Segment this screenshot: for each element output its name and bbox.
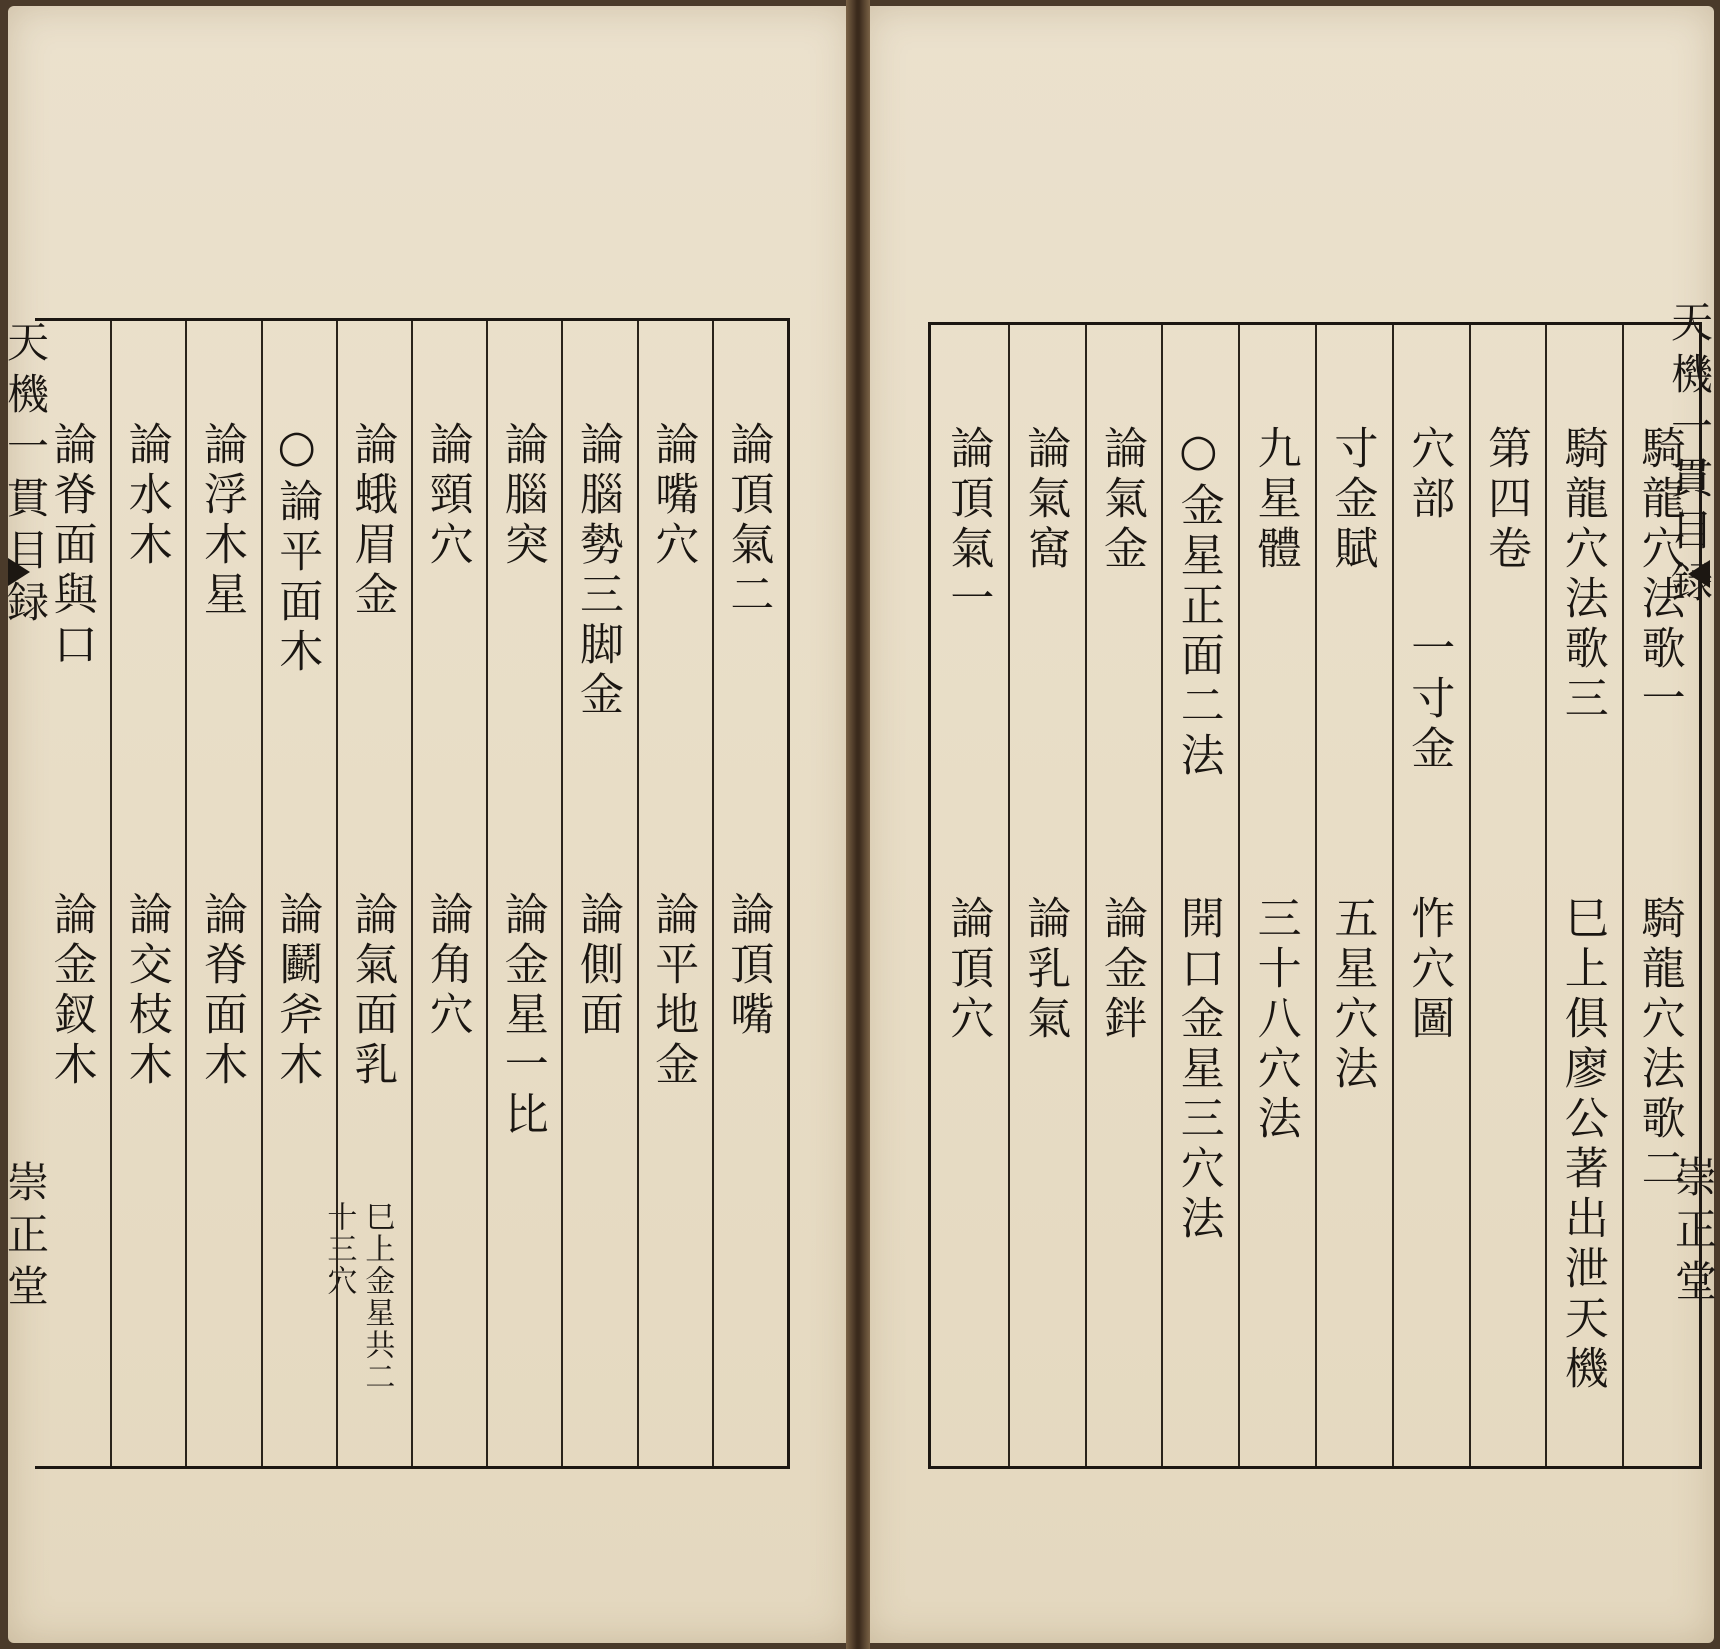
left-entry-bottom: 論金釵木 xyxy=(45,891,97,1091)
right-entry-bottom: 論頂穴 xyxy=(942,895,994,1045)
left-margin-title: 天機一貫目録 xyxy=(1,320,50,632)
right-entry-top: 論頂氣一 xyxy=(942,425,994,625)
left-entry-note_b: 十三穴 xyxy=(321,1201,357,1297)
right-entry-bottom: 論金鉡 xyxy=(1096,895,1147,1045)
left-entry-bottom: 論側面 xyxy=(572,891,623,1041)
right-hall-name: 崇正堂 xyxy=(1669,1155,1718,1311)
right-entry-bottom: 五星穴法 xyxy=(1326,895,1378,1095)
right-entry-top: 寸金賦 xyxy=(1326,425,1378,575)
right-entry-top: 論氣窩 xyxy=(1019,425,1071,575)
left-hall-name: 崇正堂 xyxy=(1,1160,50,1316)
left-entry-bottom: 論鬬斧木 xyxy=(271,891,323,1091)
left-entry-note_a: 巳上金星共二 xyxy=(359,1201,395,1393)
right-entry-mid: 一寸金 xyxy=(1403,625,1455,775)
right-entry-bottom: 開口金星三穴法 xyxy=(1172,895,1224,1245)
left-entry-top: 論腦突 xyxy=(496,421,548,571)
left-entry-bottom: 論交枝木 xyxy=(120,891,172,1091)
left-entry-bottom: 論金星一比 xyxy=(496,891,548,1141)
left-fish-tail-mark xyxy=(8,558,30,586)
left-entry-top: ○論平面木 xyxy=(271,421,323,678)
right-entry-bottom: 論乳氣 xyxy=(1019,895,1071,1045)
right-entry-bottom: 巳上俱廖公著出泄天機 xyxy=(1556,895,1608,1395)
left-entry-bottom: 論平地金 xyxy=(647,891,699,1091)
right-entry-top: 穴部 xyxy=(1403,425,1455,525)
left-entry-top: 論水木 xyxy=(120,421,172,571)
left-entry-bottom: 論脊面木 xyxy=(196,891,247,1091)
right-entry-top: 第四卷 xyxy=(1480,425,1531,575)
left-entry-bottom: 論頂嘴 xyxy=(722,891,774,1041)
right-entry-top: 論氣金 xyxy=(1096,425,1147,575)
left-entry-top: 論蛾眉金 xyxy=(346,421,398,621)
right-entry-top: ○金星正面二法 xyxy=(1172,425,1224,782)
right-entry-top: 騎龍穴法歌三 xyxy=(1556,425,1608,725)
right-margin-title: 天機一貫目録 xyxy=(1665,300,1714,612)
left-entry-top: 論頂氣二 xyxy=(722,421,774,621)
right-entry-bottom: 怍穴圖 xyxy=(1403,895,1455,1045)
left-entry-top: 論脊面與口 xyxy=(45,421,97,671)
left-entry-top: 論頸穴 xyxy=(421,421,473,571)
left-entry-top: 論嘴穴 xyxy=(647,421,699,571)
left-entry-bottom: 論氣面乳 xyxy=(346,891,398,1091)
right-page-frame xyxy=(928,322,1702,1469)
right-fish-tail-mark xyxy=(1688,560,1710,588)
left-entry-bottom: 論角穴 xyxy=(421,891,473,1041)
right-entry-bottom: 三十八穴法 xyxy=(1249,895,1301,1145)
right-entry-bottom: 騎龍穴法歌二 xyxy=(1633,895,1685,1195)
right-entry-top: 九星體 xyxy=(1249,425,1301,575)
left-page-frame xyxy=(35,318,790,1469)
left-entry-top: 論腦勢三脚金 xyxy=(572,421,623,721)
left-entry-top: 論浮木星 xyxy=(196,421,247,621)
book-gutter xyxy=(846,0,870,1649)
right-entry-top: 騎龍穴法歌一 xyxy=(1633,425,1685,725)
